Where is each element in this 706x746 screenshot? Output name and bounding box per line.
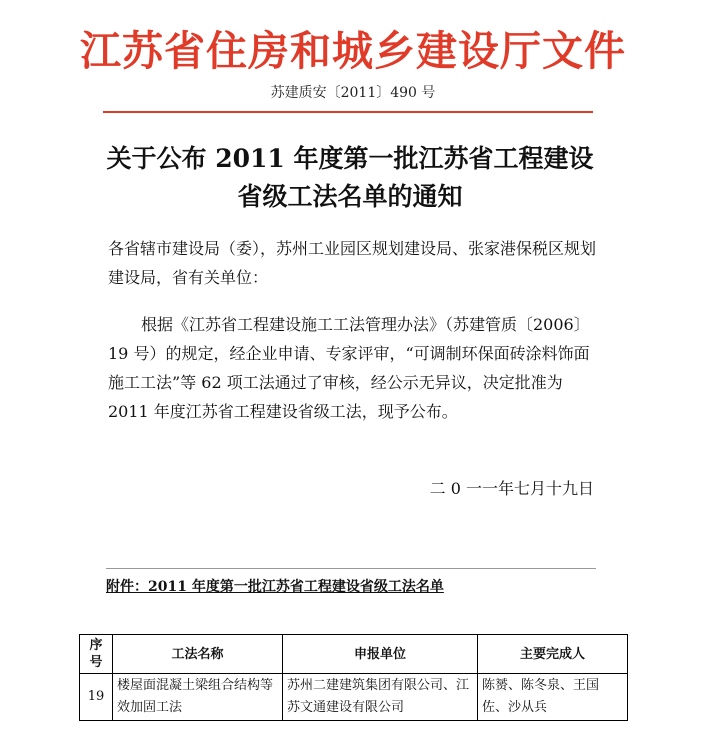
issue-date: 二 0 一一年七月十九日	[429, 479, 594, 498]
notice-title-line1: 关于公布 2011 年度第一批江苏省工程建设	[106, 144, 594, 173]
red-divider	[103, 111, 593, 113]
header-no: 序号	[80, 635, 113, 674]
header-name: 工法名称	[113, 635, 283, 674]
cell-unit: 苏州二建建筑集团有限公司、江苏文通建设有限公司	[283, 674, 478, 721]
body-paragraph: 根据《江苏省工程建设施工工法管理办法》（苏建管质〔2006〕19 号）的规定，经企业申请、专家评审，“可调制环保面砖涂料饰面施工工法”等 62 项工法通过了审核，经公示无异议，决定批准为 2011 年度江苏省工程建设省级工法，现予公布。	[108, 315, 590, 421]
attachment-caption: 附件：2011 年度第一批江苏省工程建设省级工法名单	[106, 579, 444, 595]
cell-people: 陈赟、陈冬泉、王国佐、沙从兵	[478, 674, 628, 721]
header-unit: 申报单位	[283, 635, 478, 674]
document-number: 苏建质安〔2011〕490 号	[270, 85, 436, 101]
table-header-row	[80, 635, 628, 674]
notice-title	[100, 140, 600, 216]
attachment-table	[79, 634, 628, 721]
table-row	[80, 674, 628, 721]
cell-name: 楼屋面混凝土梁组合结构等效加固工法	[113, 674, 283, 721]
agency-title: 江苏省住房和城乡建设厅文件	[80, 27, 626, 75]
section-divider	[106, 568, 596, 569]
notice-title-line2: 省级工法名单的通知	[237, 182, 463, 211]
cell-no: 19	[80, 674, 113, 721]
addressee-paragraph: 各省辖市建设局（委），苏州工业园区规划建设局、张家港保税区规划建设局，省有关单位：	[108, 239, 597, 287]
header-people: 主要完成人	[478, 635, 628, 674]
